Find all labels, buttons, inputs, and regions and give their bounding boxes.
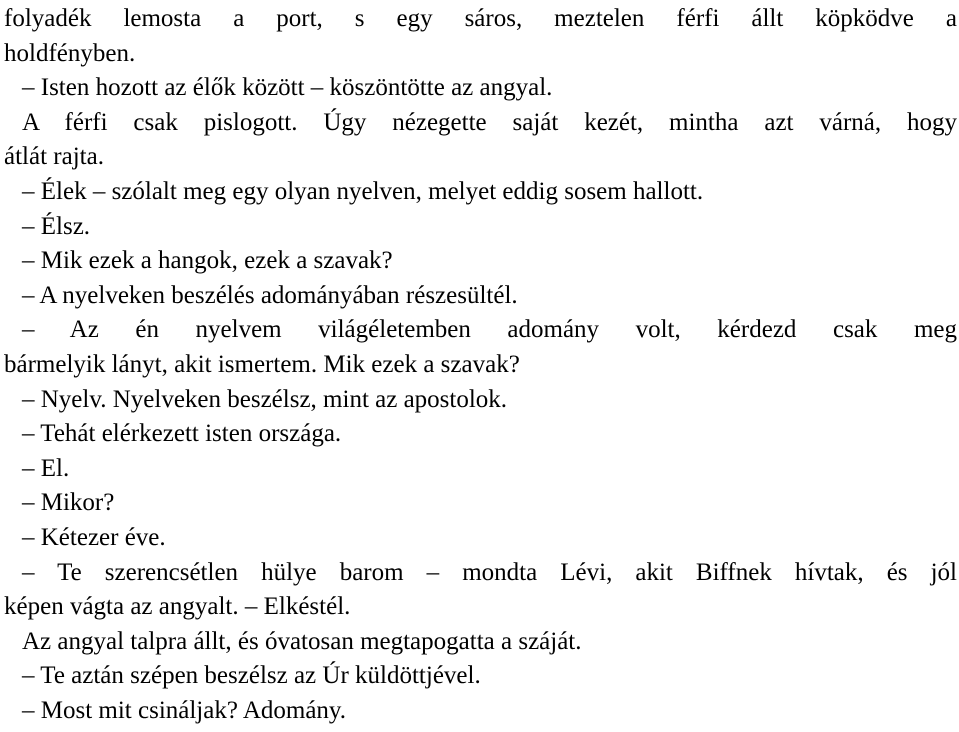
text-line: – Te aztán szépen beszélsz az Úr küldöttjével. <box>22 662 481 690</box>
text-line: folyadék lemosta a port, s egy sáros, meztelen férfi állt köpködve a <box>4 5 957 32</box>
text-line: holdfényben. <box>4 39 136 67</box>
text-line: – Mik ezek a hangok, ezek a szavak? <box>22 247 393 275</box>
text-line: Az angyal talpra állt, és óvatosan megtapogatta a száját. <box>22 627 582 655</box>
text-line: átlát rajta. <box>4 143 104 171</box>
text-line: – Most mit csináljak? Adomány. <box>22 696 347 724</box>
text-line: – Nyelv. Nyelveken beszélsz, mint az apostolok. <box>22 385 508 413</box>
text-line: – Élsz. <box>22 212 91 240</box>
text-line: – El. <box>22 454 70 482</box>
text-line: A férfi csak pislogott. Úgy nézegette saját kezét, mintha azt várná, hogy <box>22 108 957 136</box>
text-line: – A nyelveken beszélés adományában részesültél. <box>22 281 518 309</box>
text-line: – Mikor? <box>22 489 115 517</box>
text-line: képen vágta az angyalt. – Elkéstél. <box>4 593 351 621</box>
text-line: – Tehát elérkezett isten országa. <box>22 420 342 448</box>
text-line: – Az én nyelvem világéletemben adomány volt, kérdezd csak meg <box>22 316 957 344</box>
text-line: – Élek – szólalt meg egy olyan nyelven, melyet eddig sosem hallott. <box>22 177 704 205</box>
text-line: – Kétezer éve. <box>22 523 166 551</box>
text-line: bármelyik lányt, akit ismertem. Mik ezek a szavak? <box>4 350 520 378</box>
text-line: – Isten hozott az élők között – köszöntötte az angyal. <box>22 74 553 102</box>
document-text <box>4 2 957 728</box>
text-line: – Te szerencsétlen hülye barom – mondta Lévi, akit Biffnek hívtak, és jól <box>22 558 957 586</box>
